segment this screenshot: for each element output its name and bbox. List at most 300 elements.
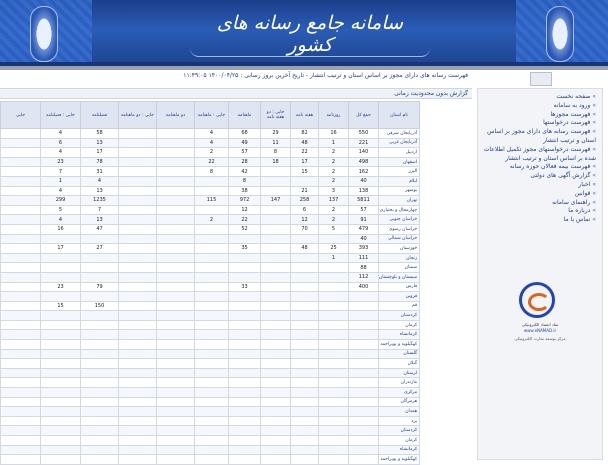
table-cell [41, 272, 81, 282]
table-cell [291, 349, 319, 359]
table-cell [319, 445, 349, 455]
table-cell: 29 [261, 129, 291, 139]
table-cell [319, 359, 349, 369]
table-cell [349, 368, 379, 378]
table-cell: 57 [229, 148, 261, 158]
sidebar-menu [478, 93, 596, 225]
table-cell: 1 [319, 138, 349, 148]
table-cell [81, 407, 119, 417]
table-cell [229, 340, 261, 350]
table-cell [119, 436, 157, 446]
table-cell [291, 378, 319, 388]
table-cell [41, 426, 81, 436]
province-name[interactable]: چهارمحال و بختیاری [379, 205, 420, 215]
table-cell: 17 [41, 244, 81, 254]
table-cell: 70 [291, 224, 319, 234]
enamad-footer: مرکز توسعه تجارت الکترونیکی [514, 336, 566, 341]
table-cell: 972 [229, 196, 261, 206]
enamad-logo[interactable] [505, 282, 575, 362]
table-cell [1, 320, 41, 330]
table-cell [119, 196, 157, 206]
table-cell [119, 272, 157, 282]
sidebar-menu-item[interactable]: » فهرست رسانه های دارای مجوز بر اساس استان و ترتیب انتشار [478, 128, 596, 146]
table-row [1, 215, 420, 225]
table-cell [119, 388, 157, 398]
table-cell [1, 330, 41, 340]
province-name[interactable]: کرمانشاه [379, 330, 420, 340]
table-cell [41, 359, 81, 369]
table-cell: 16 [319, 129, 349, 139]
table-cell: 79 [81, 282, 119, 292]
table-cell [291, 176, 319, 186]
table-cell [41, 234, 81, 244]
table-row [1, 340, 420, 350]
table-cell: 52 [229, 224, 261, 234]
table-cell [41, 436, 81, 446]
table-cell [261, 311, 291, 321]
table-cell [195, 426, 229, 436]
table-cell: 4 [41, 129, 81, 139]
table-cell [41, 445, 81, 455]
table-row [1, 157, 420, 167]
table-cell: 112 [349, 272, 379, 282]
table-cell: 40 [349, 234, 379, 244]
table-cell [291, 445, 319, 455]
table-cell [119, 397, 157, 407]
table-cell: 16 [41, 224, 81, 234]
table-cell [1, 215, 41, 225]
province-name[interactable]: کهگیلویه و بویراحمد [379, 455, 420, 465]
table-cell [81, 388, 119, 398]
table-cell [41, 397, 81, 407]
provinces-table [0, 101, 420, 465]
table-cell [195, 176, 229, 186]
table-row [1, 301, 420, 311]
table-cell: 4 [195, 129, 229, 139]
table-row [1, 253, 420, 263]
sidebar-menu-item[interactable]: » گزارش آگهی های دولتی [478, 172, 596, 181]
table-cell [261, 340, 291, 350]
table-cell [291, 282, 319, 292]
province-name[interactable]: کرمان [379, 320, 420, 330]
table-cell [119, 445, 157, 455]
table-cell [41, 263, 81, 273]
table-cell [195, 436, 229, 446]
table-cell [261, 176, 291, 186]
table-cell: 22 [291, 148, 319, 158]
province-name[interactable]: کرمانشاه [379, 445, 420, 455]
table-cell [157, 253, 195, 263]
table-cell: 27 [81, 244, 119, 254]
table-cell [157, 234, 195, 244]
table-cell [81, 349, 119, 359]
table-cell [261, 282, 291, 292]
table-cell [349, 340, 379, 350]
table-cell [119, 426, 157, 436]
table-cell [291, 234, 319, 244]
sidebar-menu-item[interactable]: » صفحه نخست [478, 93, 596, 102]
table-cell: 12 [229, 205, 261, 215]
table-cell [81, 455, 119, 465]
province-name[interactable]: تهران [379, 196, 420, 206]
column-header: روزنامه [319, 102, 349, 129]
province-name[interactable]: بوشهر [379, 186, 420, 196]
table-cell: 17 [291, 157, 319, 167]
table-cell [195, 397, 229, 407]
table-cell [319, 320, 349, 330]
table-cell [229, 349, 261, 359]
table-cell [119, 186, 157, 196]
table-row [1, 282, 420, 292]
table-cell [1, 205, 41, 215]
table-cell [229, 272, 261, 282]
table-row [1, 234, 420, 244]
table-cell [157, 368, 195, 378]
table-cell [195, 445, 229, 455]
province-name[interactable]: قزوین [379, 292, 420, 302]
province-name[interactable]: کهگیلویه و بویراحمد [379, 340, 420, 350]
province-name[interactable]: سیستان و بلوچستان [379, 272, 420, 282]
table-cell: 5811 [349, 196, 379, 206]
province-name[interactable]: آذربایجان غربی [379, 138, 420, 148]
table-cell [81, 426, 119, 436]
table-cell [349, 407, 379, 417]
page-title: فهرست رسانه های دارای مجوز بر اساس استان و ترتیب انتشار - تاریخ آخرین بروز رسانی : ۱۴۰۰/۰۴/۲۵ ۱۱:۴۹:۰۵ [183, 72, 468, 79]
table-cell [195, 224, 229, 234]
table-cell [261, 455, 291, 465]
table-row [1, 378, 420, 388]
table-cell [1, 349, 41, 359]
table-cell [119, 416, 157, 426]
table-cell: 13 [81, 186, 119, 196]
table-cell: 78 [81, 157, 119, 167]
province-name[interactable]: کردستان [379, 311, 420, 321]
table-cell [349, 320, 379, 330]
table-cell [291, 272, 319, 282]
table-cell [195, 292, 229, 302]
table-cell [157, 282, 195, 292]
province-name[interactable]: ایلام [379, 176, 420, 186]
table-cell [157, 320, 195, 330]
table-cell [119, 244, 157, 254]
table-cell [195, 416, 229, 426]
table-cell [119, 330, 157, 340]
table-cell [81, 397, 119, 407]
table-cell [1, 359, 41, 369]
province-name[interactable]: کردستان [379, 426, 420, 436]
sidebar-menu-item[interactable]: » فهرست درخواستهای مجوز تکمیل اطلاعات شده بر اساس استان و ترتیب انتشار [478, 146, 596, 164]
table-cell: 2 [319, 215, 349, 225]
table-cell [157, 176, 195, 186]
column-header: فصلنامه [81, 102, 119, 129]
table-cell [349, 359, 379, 369]
table-cell [195, 234, 229, 244]
table-cell: 1 [319, 253, 349, 263]
table-cell: 147 [261, 196, 291, 206]
table-cell [291, 455, 319, 465]
table-cell [1, 368, 41, 378]
table-cell [229, 445, 261, 455]
table-cell: 6 [41, 138, 81, 148]
table-cell [291, 416, 319, 426]
sidebar-menu-item[interactable]: » اخبار [478, 181, 596, 190]
table-cell [1, 234, 41, 244]
table-row [1, 148, 420, 158]
table-cell [119, 359, 157, 369]
table-row [1, 205, 420, 215]
table-cell [291, 292, 319, 302]
column-header: هفته نامه [291, 102, 319, 129]
province-name[interactable]: سمنان [379, 263, 420, 273]
table-row [1, 455, 420, 465]
table-cell: 38 [229, 186, 261, 196]
table-cell: 150 [81, 301, 119, 311]
table-cell [41, 330, 81, 340]
table-cell [157, 301, 195, 311]
table-cell [1, 292, 41, 302]
sidebar-menu-item[interactable]: » فهرست درخواستها [478, 119, 596, 128]
table-cell [349, 445, 379, 455]
province-name[interactable]: اردبیل [379, 148, 420, 158]
table-cell [157, 426, 195, 436]
table-cell: 58 [81, 129, 119, 139]
table-cell [195, 253, 229, 263]
table-cell [291, 320, 319, 330]
sidebar-menu-item[interactable]: » ورود به سامانه [478, 102, 596, 111]
table-row [1, 426, 420, 436]
province-name[interactable]: فارس [379, 282, 420, 292]
table-cell [261, 378, 291, 388]
table-cell [81, 340, 119, 350]
table-cell [319, 416, 349, 426]
table-cell [195, 301, 229, 311]
table-cell [261, 215, 291, 225]
table-cell [261, 253, 291, 263]
table-cell [261, 416, 291, 426]
province-name[interactable]: خراسان شمالی [379, 234, 420, 244]
province-name[interactable]: یزد [379, 416, 420, 426]
table-cell [1, 138, 41, 148]
table-cell: 82 [291, 129, 319, 139]
sidebar-menu-item[interactable]: » تماس با ما [478, 216, 596, 225]
table-cell [157, 129, 195, 139]
table-cell [41, 292, 81, 302]
province-name[interactable]: خراسان جنوبی [379, 215, 420, 225]
province-name[interactable]: خراسان رضوی [379, 224, 420, 234]
sidebar-menu-item[interactable]: » قوانین [478, 190, 596, 199]
table-cell: 140 [349, 148, 379, 158]
table-cell: 299 [41, 196, 81, 206]
column-header: جایی [1, 102, 41, 129]
table-cell [291, 301, 319, 311]
table-row [1, 167, 420, 177]
table-cell [1, 167, 41, 177]
table-cell [119, 320, 157, 330]
table-cell [349, 388, 379, 398]
table-cell [119, 157, 157, 167]
table-cell [261, 349, 291, 359]
table-cell [1, 244, 41, 254]
table-cell [195, 311, 229, 321]
table-cell [1, 186, 41, 196]
table-cell [81, 311, 119, 321]
table-cell [81, 368, 119, 378]
table-cell [81, 320, 119, 330]
table-cell [195, 244, 229, 254]
table-cell: 18 [261, 157, 291, 167]
table-cell [261, 167, 291, 177]
table-cell [291, 340, 319, 350]
table-cell [157, 157, 195, 167]
table-cell [261, 263, 291, 273]
medallion-left [30, 6, 58, 62]
table-cell: 42 [229, 167, 261, 177]
table-cell [119, 301, 157, 311]
table-cell: 2 [195, 148, 229, 158]
table-cell [81, 263, 119, 273]
table-cell: 48 [291, 244, 319, 254]
table-cell [157, 388, 195, 398]
table-cell: 4 [41, 186, 81, 196]
table-cell: 111 [349, 253, 379, 263]
table-cell [319, 272, 349, 282]
table-cell [349, 416, 379, 426]
table-cell [1, 224, 41, 234]
table-cell: 498 [349, 157, 379, 167]
table-cell [291, 426, 319, 436]
sidebar-menu-item[interactable]: » درباره ما [478, 207, 596, 216]
table-cell [157, 349, 195, 359]
table-cell [319, 426, 349, 436]
column-header: جایی : ماهنامه [195, 102, 229, 129]
table-cell [195, 388, 229, 398]
province-name[interactable]: هرمزگان [379, 397, 420, 407]
site-title: سامانه جامع رسانه های کشور [216, 12, 404, 56]
table-cell [1, 157, 41, 167]
print-icon[interactable] [530, 72, 552, 86]
table-cell [349, 436, 379, 446]
table-cell: 22 [229, 215, 261, 225]
province-name[interactable]: گیلان [379, 359, 420, 369]
table-cell [1, 378, 41, 388]
province-name[interactable]: مرکزی [379, 388, 420, 398]
sidebar-menu-item[interactable]: » راهنمای سامانه [478, 199, 596, 208]
table-cell [261, 436, 291, 446]
table-cell [157, 167, 195, 177]
table-cell [41, 349, 81, 359]
table-cell [157, 215, 195, 225]
table-cell [81, 253, 119, 263]
table-cell [229, 388, 261, 398]
province-name[interactable]: اصفهان [379, 157, 420, 167]
province-name[interactable]: کرمان [379, 436, 420, 446]
column-header: جمع کل [349, 102, 379, 129]
table-cell [229, 292, 261, 302]
table-cell [157, 397, 195, 407]
table-cell [157, 292, 195, 302]
province-name[interactable]: گلستان [379, 349, 420, 359]
province-name[interactable]: لرستان [379, 368, 420, 378]
table-cell [349, 311, 379, 321]
province-name[interactable]: مازندران [379, 378, 420, 388]
table-cell [41, 340, 81, 350]
table-cell [41, 378, 81, 388]
province-name[interactable]: البرز [379, 167, 420, 177]
province-name[interactable]: قم [379, 301, 420, 311]
table-row [1, 196, 420, 206]
table-cell: 7 [81, 205, 119, 215]
table-cell [229, 407, 261, 417]
table-cell [291, 253, 319, 263]
table-cell [261, 234, 291, 244]
table-cell [157, 272, 195, 282]
table-cell [261, 320, 291, 330]
table-cell [195, 186, 229, 196]
table-cell [319, 397, 349, 407]
table-cell [81, 330, 119, 340]
table-body [1, 129, 420, 465]
table-cell: 162 [349, 167, 379, 177]
table-row [1, 445, 420, 455]
table-row [1, 407, 420, 417]
table-cell [261, 407, 291, 417]
table-cell [157, 455, 195, 465]
table-cell [319, 301, 349, 311]
province-name[interactable]: خوزستان [379, 244, 420, 254]
table-cell: 8 [229, 176, 261, 186]
table-cell [195, 340, 229, 350]
table-row [1, 176, 420, 186]
table-cell [291, 263, 319, 273]
title-flourish [190, 48, 430, 57]
table-cell: 138 [349, 186, 379, 196]
table-cell [195, 263, 229, 273]
table-cell [1, 301, 41, 311]
table-row [1, 186, 420, 196]
table-cell [1, 272, 41, 282]
table-cell: 1 [41, 176, 81, 186]
table-cell: 31 [81, 167, 119, 177]
table-cell: 23 [41, 157, 81, 167]
sidebar-menu-item[interactable]: » فهرست بیمه فعالان حوزه رسانه [478, 163, 596, 172]
table-cell [319, 388, 349, 398]
table-cell [349, 349, 379, 359]
table-cell [349, 301, 379, 311]
sidebar-menu-item[interactable]: » فهرست مجوزها [478, 111, 596, 120]
table-row [1, 272, 420, 282]
table-cell [157, 340, 195, 350]
table-cell [195, 368, 229, 378]
table-cell [1, 282, 41, 292]
table-cell [291, 330, 319, 340]
table-cell [157, 205, 195, 215]
table-cell [319, 282, 349, 292]
table-cell [349, 397, 379, 407]
province-name[interactable]: آذربایجان شرقی [379, 129, 420, 139]
table-cell [261, 272, 291, 282]
table-cell [319, 292, 349, 302]
table-cell: 25 [319, 244, 349, 254]
table-cell [229, 320, 261, 330]
table-row [1, 263, 420, 273]
province-name[interactable]: همدان [379, 407, 420, 417]
table-cell [157, 196, 195, 206]
province-name[interactable]: زنجان [379, 253, 420, 263]
table-cell [261, 388, 291, 398]
table-cell [349, 292, 379, 302]
table-cell [157, 445, 195, 455]
table-cell: 17 [81, 148, 119, 158]
